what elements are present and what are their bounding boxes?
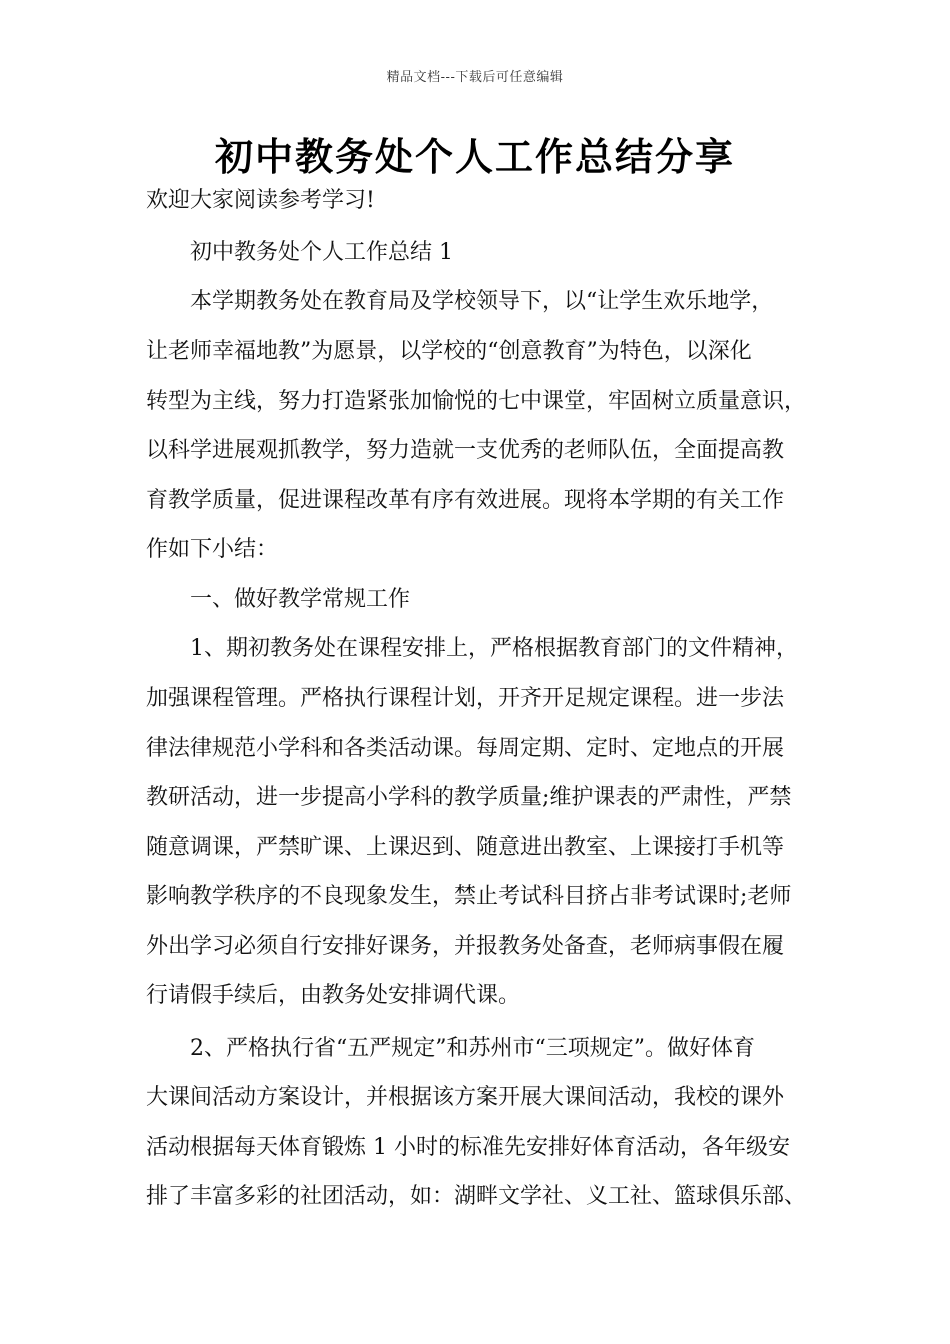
paragraph-line: 以科学进展观抓教学，努力造就一支优秀的老师队伍，全面提高教 bbox=[146, 438, 785, 463]
document-title: 初中教务处个人工作总结分享 bbox=[214, 134, 735, 179]
section-heading: 初中教务处个人工作总结 1 bbox=[190, 240, 453, 265]
paragraph-line: 育教学质量，促进课程改革有序有效进展。现将本学期的有关工作 bbox=[146, 488, 785, 513]
paragraph-line: 1、期初教务处在课程安排上，严格根据教育部门的文件精神， bbox=[190, 636, 798, 661]
paragraph-line: 大课间活动方案设计，并根据该方案开展大课间活动，我校的课外 bbox=[146, 1085, 785, 1110]
paragraph-line: 转型为主线，努力打造紧张加愉悦的七中课堂，牢固树立质量意识， bbox=[146, 389, 807, 414]
paragraph-line: 2、严格执行省“五严规定”和苏州市“三项规定”。做好体育 bbox=[190, 1036, 755, 1061]
paragraph-line: 行请假手续后，由教务处安排调代课。 bbox=[146, 983, 521, 1008]
paragraph-line: 作如下小结： bbox=[146, 537, 279, 562]
paragraph-line: 影响教学秩序的不良现象发生，禁止考试科目挤占非考试课时;老师 bbox=[146, 884, 792, 909]
paragraph-line: 本学期教务处在教育局及学校领导下，以“让学生欢乐地学， bbox=[190, 289, 774, 314]
paragraph-line: 加强课程管理。严格执行课程计划，开齐开足规定课程。进一步法 bbox=[146, 686, 785, 711]
intro-line: 欢迎大家阅读参考学习! bbox=[146, 188, 375, 213]
paragraph-line: 外出学习必须自行安排好课务，并报教务处备查，老师病事假在履 bbox=[146, 934, 785, 959]
paragraph-line: 让老师幸福地教”为愿景，以学校的“创意教育”为特色，以深化 bbox=[146, 339, 752, 364]
paragraph-line: 排了丰富多彩的社团活动，如：湖畔文学社、义工社、篮球俱乐部、 bbox=[146, 1184, 807, 1209]
subsection-heading: 一、做好教学常规工作 bbox=[190, 587, 411, 612]
paragraph-line: 随意调课，严禁旷课、上课迟到、随意进出教室、上课接打手机等 bbox=[146, 835, 785, 860]
paragraph-line: 活动根据每天体育锻炼 1 小时的标准先安排好体育活动，各年级安 bbox=[146, 1135, 790, 1160]
paragraph-line: 教研活动，进一步提高小学科的教学质量;维护课表的严肃性，严禁 bbox=[146, 785, 792, 810]
page-header: 精品文档---下载后可任意编辑 bbox=[386, 70, 564, 85]
paragraph-line: 律法律规范小学科和各类活动课。每周定期、定时、定地点的开展 bbox=[146, 736, 785, 761]
